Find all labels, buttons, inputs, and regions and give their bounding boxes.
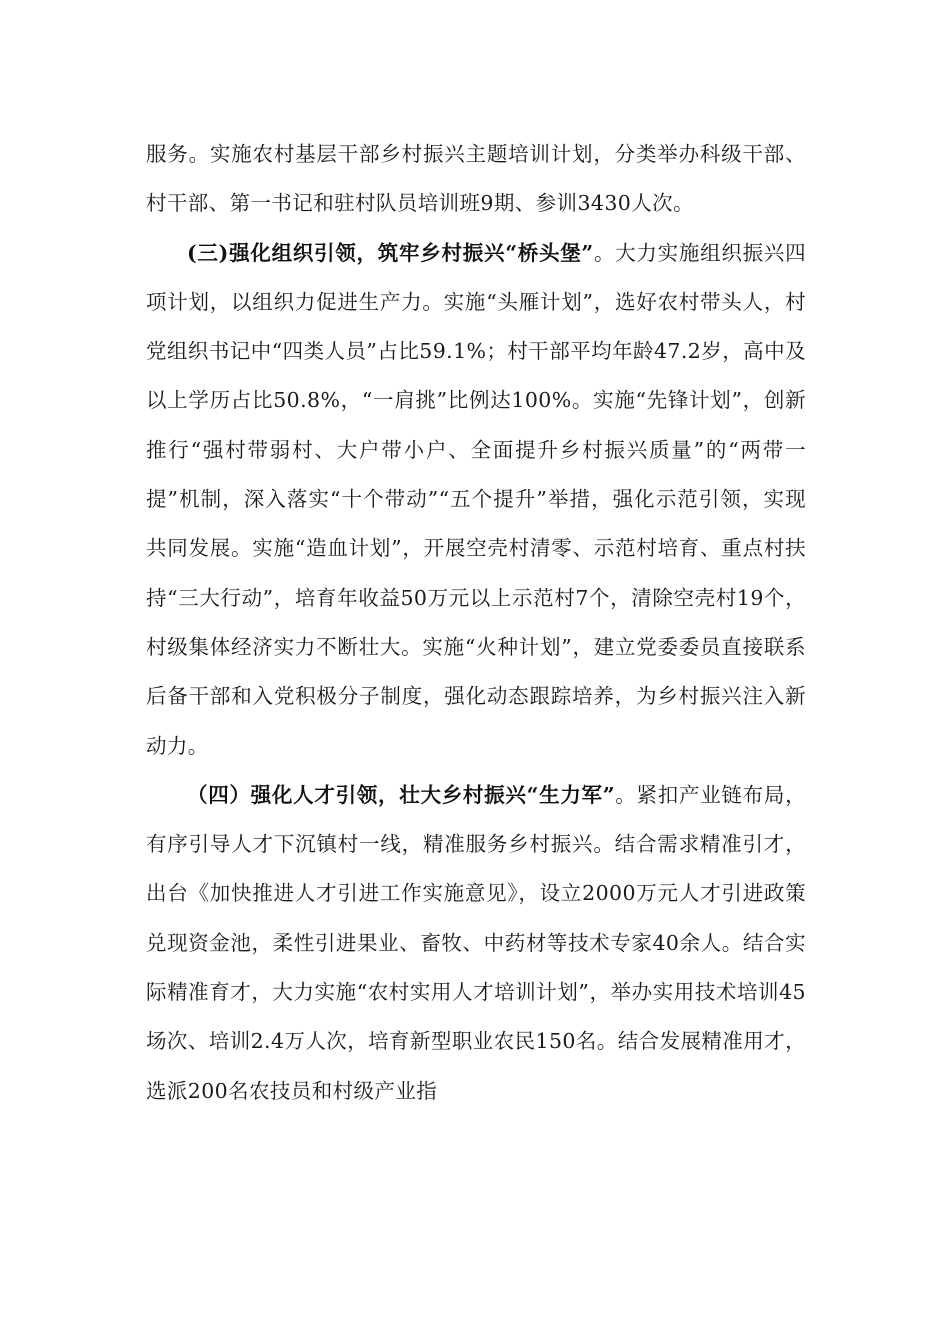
paragraph-organization-leadership bbox=[146, 229, 806, 771]
paragraph-text: 服务。实施农村基层干部乡村振兴主题培训计划，分类举办科级干部、村干部、第一书记和驻村队员培训班9期、参训3430人次。 bbox=[146, 142, 806, 216]
paragraph-training-continued bbox=[146, 130, 806, 229]
paragraph-text: 。大力实施组织振兴四项计划，以组织力促进生产力。实施“头雁计划”，选好农村带头人，村党组织书记中“四类人员”占比59.1%；村干部平均年龄47.2岁，高中及以上学历占比50.8%，“一肩挑”比例达100%。实施“先锋计划”，创新推行“强村带弱村、大户带小户、全面提升乡村振兴质量”的“两带一提”机制，深入落实“十个带动”“五个提升”举措，强化示范引领，实现共同发展。实施“造血计划”，开展空壳村清零、示范村培育、重点村扶持“三大行动”，培育年收益50万元以上示范村7个，清除空壳村19个，村级集体经济实力不断壮大。实施“火种计划”，建立党委委员直接联系后备干部和入党积极分子制度，强化动态跟踪培养，为乡村振兴注入新动力。 bbox=[146, 240, 806, 758]
paragraph-text: 。紧扣产业链布局，有序引导人才下沉镇村一线，精准服务乡村振兴。结合需求精准引才，出台《加快推进人才引进工作实施意见》，设立2000万元人才引进政策兑现资金池，柔性引进果业、畜牧、中药材等技术专家40余人。结合实际精准育才，大力实施“农村实用人才培训计划”，举办实用技术培训45场次、培训2.4万人次，培育新型职业农民150名。结合发展精准用才，选派200名农技员和村级产业指 bbox=[146, 782, 806, 1103]
paragraph-talent-leadership bbox=[146, 771, 806, 1116]
section-heading-three: (三)强化组织引领，筑牢乡村振兴“桥头堡” bbox=[187, 240, 594, 265]
document-body bbox=[146, 130, 806, 1116]
section-heading-four: （四）强化人才引领，壮大乡村振兴“生力军” bbox=[187, 782, 615, 807]
